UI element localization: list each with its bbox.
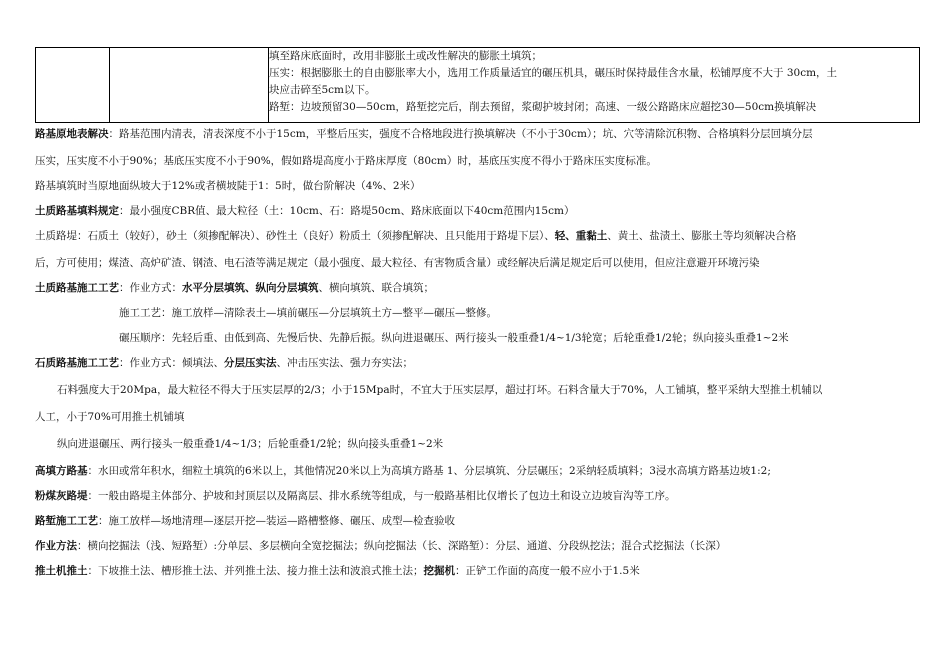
para-bulldozer-a: ：下坡推土法、槽形推土法、并列推土法、接力推土法和波浪式推土法； bbox=[87, 565, 424, 577]
para-fly-ash bbox=[35, 486, 925, 506]
para-high-fill-text: ：水田或常年积水，细粒土填筑的6米以上，其他情况20米以上为高填方路基 1、分层填筑、分层碾压；2采纳轻质填料；3浸水高填方路基边坡1:2; bbox=[87, 465, 771, 477]
para-work-methods bbox=[35, 536, 925, 556]
para-subgrade-surface-text: ：路基范围内清表，清表深度不小于15cm，平整后压实，强度不合格地段进行换填解决（不小于30cm）；坑、穴等清除沉积物、合格填料分层回填分层 bbox=[108, 128, 813, 140]
heading-subgrade-surface: 路基原地表解决 bbox=[35, 128, 109, 140]
para-soil-embankment bbox=[35, 226, 925, 246]
heading-soil-fill-rules: 土质路基填料规定 bbox=[35, 205, 119, 217]
para-soil-construction-a: ：作业方式： bbox=[119, 282, 182, 294]
para-cutting-process bbox=[35, 511, 925, 531]
para-rock-construction-bold: 分层压实法 bbox=[224, 357, 277, 369]
heading-high-fill: 高填方路基 bbox=[35, 465, 88, 477]
para-rock-construction-a: ：作业方式：倾填法、 bbox=[119, 357, 224, 369]
para-soil-construction-bold: 水平分层填筑、纵向分层填筑 bbox=[182, 282, 319, 294]
para-soil-embankment-c: 、黄土、盐渍土、膨胀土等均须解决合格 bbox=[607, 230, 797, 242]
para-soil-fill-rules-text: ：最小强度CBR值、最大粒径（土：10cm、石：路堤50cm、路床底面以下40cm范围内15cm） bbox=[119, 205, 575, 217]
heading-fly-ash: 粉煤灰路堤 bbox=[35, 490, 88, 502]
para-rolling-order: 碾压顺序：先轻后重、由低到高、先慢后快、先静后振。纵向进退碾压、两行接头一般重叠1/4~1/3轮宽；后轮重叠1/2轮；纵向接头重叠1~2米 bbox=[119, 332, 789, 344]
para-work-methods-text: ：横向挖掘法（浅、短路堑）:分单层、多层横向全宽挖掘法；纵向挖掘法（长、深路堑）：分层、通道、分段纵挖法；混合式挖掘法（长深） bbox=[77, 540, 727, 552]
para-rolling-overlap: 纵向进退碾压、两行接头一般重叠1/4~1/3；后轮重叠1/2轮；纵向接头重叠1~2米 bbox=[57, 438, 444, 450]
para-steps: 路基填筑时当原地面纵坡大于12%或者横坡陡于1：5时，做台阶解决（4%、2米） bbox=[35, 180, 421, 192]
para-cutting-process-text: ：施工放样—场地清理—逐层开挖—装运—路槽整修、碾压、成型—检查验收 bbox=[98, 515, 455, 527]
para-soil-fill-rules bbox=[35, 201, 925, 221]
table-fragment bbox=[35, 47, 920, 123]
para-fly-ash-text: ：一般由路堤主体部分、护坡和封顶层以及隔离层、排水系统等组成，与一般路基相比仅增长了包边土和设立边坡盲沟等工序。 bbox=[87, 490, 676, 502]
para-soil-construction bbox=[35, 278, 925, 298]
para-high-fill bbox=[35, 461, 925, 481]
para-soil-embankment-bold: 轻、重黏土 bbox=[554, 230, 608, 242]
para-rock-strength-cont: 人工，小于70%可用推土机铺填 bbox=[35, 411, 185, 423]
table-cell-content bbox=[269, 48, 913, 122]
para-soil-embankment-a: 土质路堤：石质土（较好），砂土（须掺配解决）、砂性土（良好）粉质土（须掺配解决、且只能用于路堤下层）、 bbox=[35, 230, 555, 242]
para-subgrade-surface-cont: 压实，压实度不小于90%；基底压实度不小于90%，假如路堤高度小于路床厚度（80cm）时，基底压实度不得小于路床压实度标准。 bbox=[35, 155, 657, 167]
para-subgrade-surface bbox=[35, 124, 925, 144]
para-bulldozer-c: ：正铲工作面的高度一般不应小于1.5米 bbox=[455, 565, 640, 577]
para-soil-construction-c: 、横向填筑、联合填筑； bbox=[318, 282, 434, 294]
para-rock-strength: 石料强度大于20Mpa，最大粒径不得大于压实层厚的2/3；小于15Mpa时，不宜大于压实层厚，超过打坏。石料含量大于70%，人工铺填，整平采纳大型推土机辅以 bbox=[57, 384, 823, 396]
para-rock-construction-c: 、冲击压实法、强力夯实法； bbox=[276, 357, 413, 369]
table-cell-empty-1 bbox=[36, 48, 110, 122]
heading-cutting-process: 路堑施工工艺 bbox=[35, 515, 98, 527]
para-bulldozer bbox=[35, 561, 925, 581]
heading-rock-construction: 石质路基施工工艺 bbox=[35, 357, 119, 369]
heading-work-methods: 作业方法 bbox=[35, 540, 77, 552]
heading-soil-construction: 土质路基施工工艺 bbox=[35, 282, 119, 294]
para-soil-embankment-cont: 后，方可使用；煤渣、高炉矿渣、钢渣、电石渣等满足规定（最小强度、最大粒径、有害物质含量）或经解决后满足规定后可以使用，但应注意避开环境污染 bbox=[35, 257, 760, 269]
para-rock-construction bbox=[35, 353, 925, 373]
table-cell-empty-2 bbox=[110, 48, 269, 122]
table-line-3: 块应击碎至5cm以下。 bbox=[269, 84, 376, 96]
table-line-1: 填至路床底面时，改用非膨胀土或改性解决的膨胀土填筑； bbox=[269, 50, 542, 62]
para-process: 施工工艺：施工放样—清除表土—填前碾压—分层填筑土方—整平—碾压—整修。 bbox=[119, 307, 497, 319]
table-line-2: 压实：根据膨胀土的自由膨胀率大小，选用工作质量适宜的碾压机具，碾压时保持最佳含水量，松铺厚度不大于 30cm，土 bbox=[269, 67, 838, 79]
heading-bulldozer: 推土机推土 bbox=[35, 565, 88, 577]
table-line-4: 路堑：边坡预留30—50cm，路堑挖完后，削去预留，浆砌护坡封闭；高速、一级公路路床应超挖30—50cm换填解决 bbox=[269, 101, 817, 113]
document-body bbox=[35, 124, 925, 581]
heading-excavator: 挖掘机 bbox=[423, 565, 455, 577]
